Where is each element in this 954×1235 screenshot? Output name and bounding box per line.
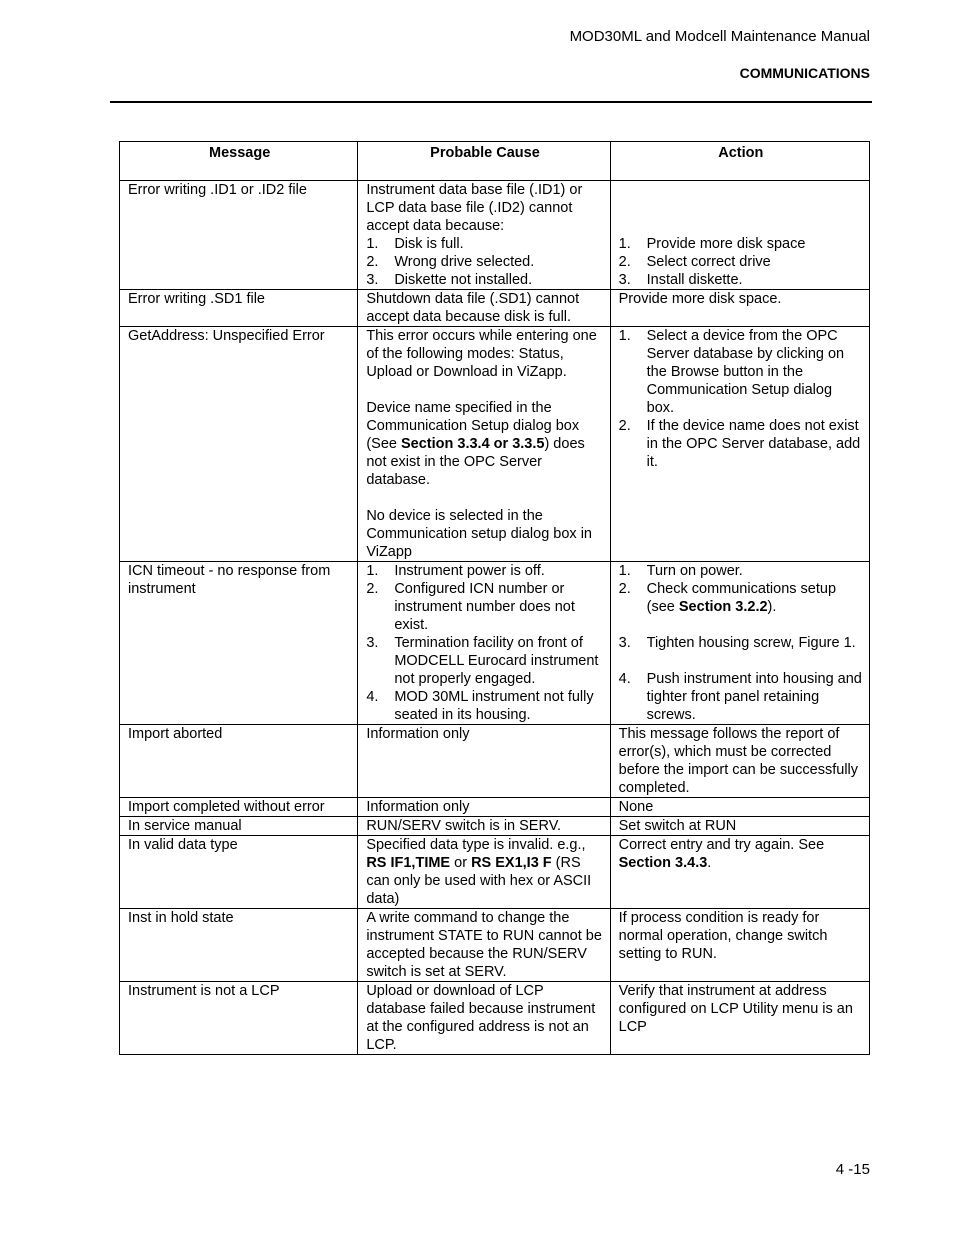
section-title: COMMUNICATIONS (739, 65, 870, 81)
action-cell: This message follows the report of error(s), which must be corrected before the import can be successfully completed. (610, 725, 869, 798)
message-cell: Error writing .ID1 or .ID2 file (120, 181, 358, 290)
table-row (120, 562, 870, 725)
list-item: 2. Check communications setup (see Section 3.2.2). (618, 581, 837, 615)
action-cell: Set switch at RUN (610, 817, 869, 836)
cause-cell: A write command to change the instrument STATE to RUN cannot be accepted because the RUN/SERV switch is set at SERV. (358, 909, 610, 982)
message-cell: Error writing .SD1 file (120, 290, 358, 327)
cause-cell: Shutdown data file (.SD1) cannot accept data because disk is full. (358, 290, 610, 327)
list-item: 1. Select a device from the OPC Server database by clicking on the Browse button in the Communication Setup dialog box. (618, 328, 845, 416)
table-row (120, 982, 870, 1055)
cause-cell: Upload or download of LCP database failed because instrument at the configured address is not an LCP. (358, 982, 610, 1055)
table-row (120, 909, 870, 982)
cause-cell: RUN/SERV switch is in SERV. (358, 817, 610, 836)
action-cell (610, 562, 869, 725)
table-row (120, 327, 870, 562)
list-item: 2. Wrong drive selected. (366, 254, 535, 270)
header-divider (110, 101, 872, 103)
table-row (120, 290, 870, 327)
cause-text: Instrument data base file (.ID1) or LCP data base file (.ID2) cannot accept data because: (366, 182, 583, 234)
message-cell: Import aborted (120, 725, 358, 798)
cause-cell (358, 562, 610, 725)
action-cell: If process condition is ready for normal operation, change switch setting to RUN. (610, 909, 869, 982)
list-item: 1. Disk is full. (366, 236, 464, 252)
message-cell: GetAddress: Unspecified Error (120, 327, 358, 562)
column-header-action: Action (610, 142, 869, 181)
list-item: 1. Turn on power. (618, 563, 743, 579)
table-row (120, 798, 870, 817)
list-item: 3. Termination facility on front of MODCELL Eurocard instrument not properly engaged. (366, 635, 599, 687)
list-item: 3. Diskette not installed. (366, 272, 533, 288)
list-item: 4. MOD 30ML instrument not fully seated in its housing. (366, 689, 594, 723)
message-cell: Import completed without error (120, 798, 358, 817)
cause-cell: Information only (358, 725, 610, 798)
list-item: 2. Select correct drive (618, 254, 771, 270)
cause-paragraph: This error occurs while entering one of the following modes: Status, Upload or Download in ViZapp. (366, 328, 597, 380)
table-row (120, 836, 870, 909)
message-cell: Inst in hold state (120, 909, 358, 982)
table-row (120, 181, 870, 290)
action-cell: None (610, 798, 869, 817)
message-cell: Instrument is not a LCP (120, 982, 358, 1055)
table-row (120, 725, 870, 798)
cause-paragraph: No device is selected in the Communication setup dialog box in ViZapp (366, 508, 592, 560)
column-header-message: Message (120, 142, 358, 181)
cause-cell (358, 181, 610, 290)
cause-cell (358, 327, 610, 562)
page-number: 4 -15 (835, 1161, 870, 1178)
list-item: 1. Provide more disk space (618, 236, 806, 252)
list-item: 3. Tighten housing screw, Figure 1. (618, 635, 856, 651)
action-cell (610, 181, 869, 290)
list-item: 4. Push instrument into housing and tighter front panel retaining screws. (618, 671, 862, 723)
table-header-row (120, 142, 870, 181)
action-cell: Verify that instrument at address configured on LCP Utility menu is an LCP (610, 982, 869, 1055)
manual-title: MOD30ML and Modcell Maintenance Manual (569, 28, 870, 45)
list-item: 3. Install diskette. (618, 272, 743, 288)
cause-cell: Specified data type is invalid. e.g., RS IF1,TIME or RS EX1,I3 F (RS can only be used with hex or ASCII data) (358, 836, 610, 909)
error-message-table (119, 141, 870, 1055)
action-cell: Provide more disk space. (610, 290, 869, 327)
action-cell (610, 327, 869, 562)
list-item: 2. Configured ICN number or instrument number does not exist. (366, 581, 575, 633)
cause-paragraph: Device name specified in the Communication Setup dialog box (See Section 3.3.4 or 3.3.5) does not exist in the OPC Server database. (366, 400, 585, 488)
list-item: 2. If the device name does not exist in the OPC Server database, add it. (618, 418, 861, 470)
message-cell: ICN timeout - no response from instrument (120, 562, 358, 725)
list-item: 1. Instrument power is off. (366, 563, 545, 579)
message-cell: In service manual (120, 817, 358, 836)
column-header-probable-cause: Probable Cause (358, 142, 610, 181)
table-row (120, 817, 870, 836)
action-cell: Correct entry and try again. See Section 3.4.3. (610, 836, 869, 909)
message-cell: In valid data type (120, 836, 358, 909)
cause-cell: Information only (358, 798, 610, 817)
